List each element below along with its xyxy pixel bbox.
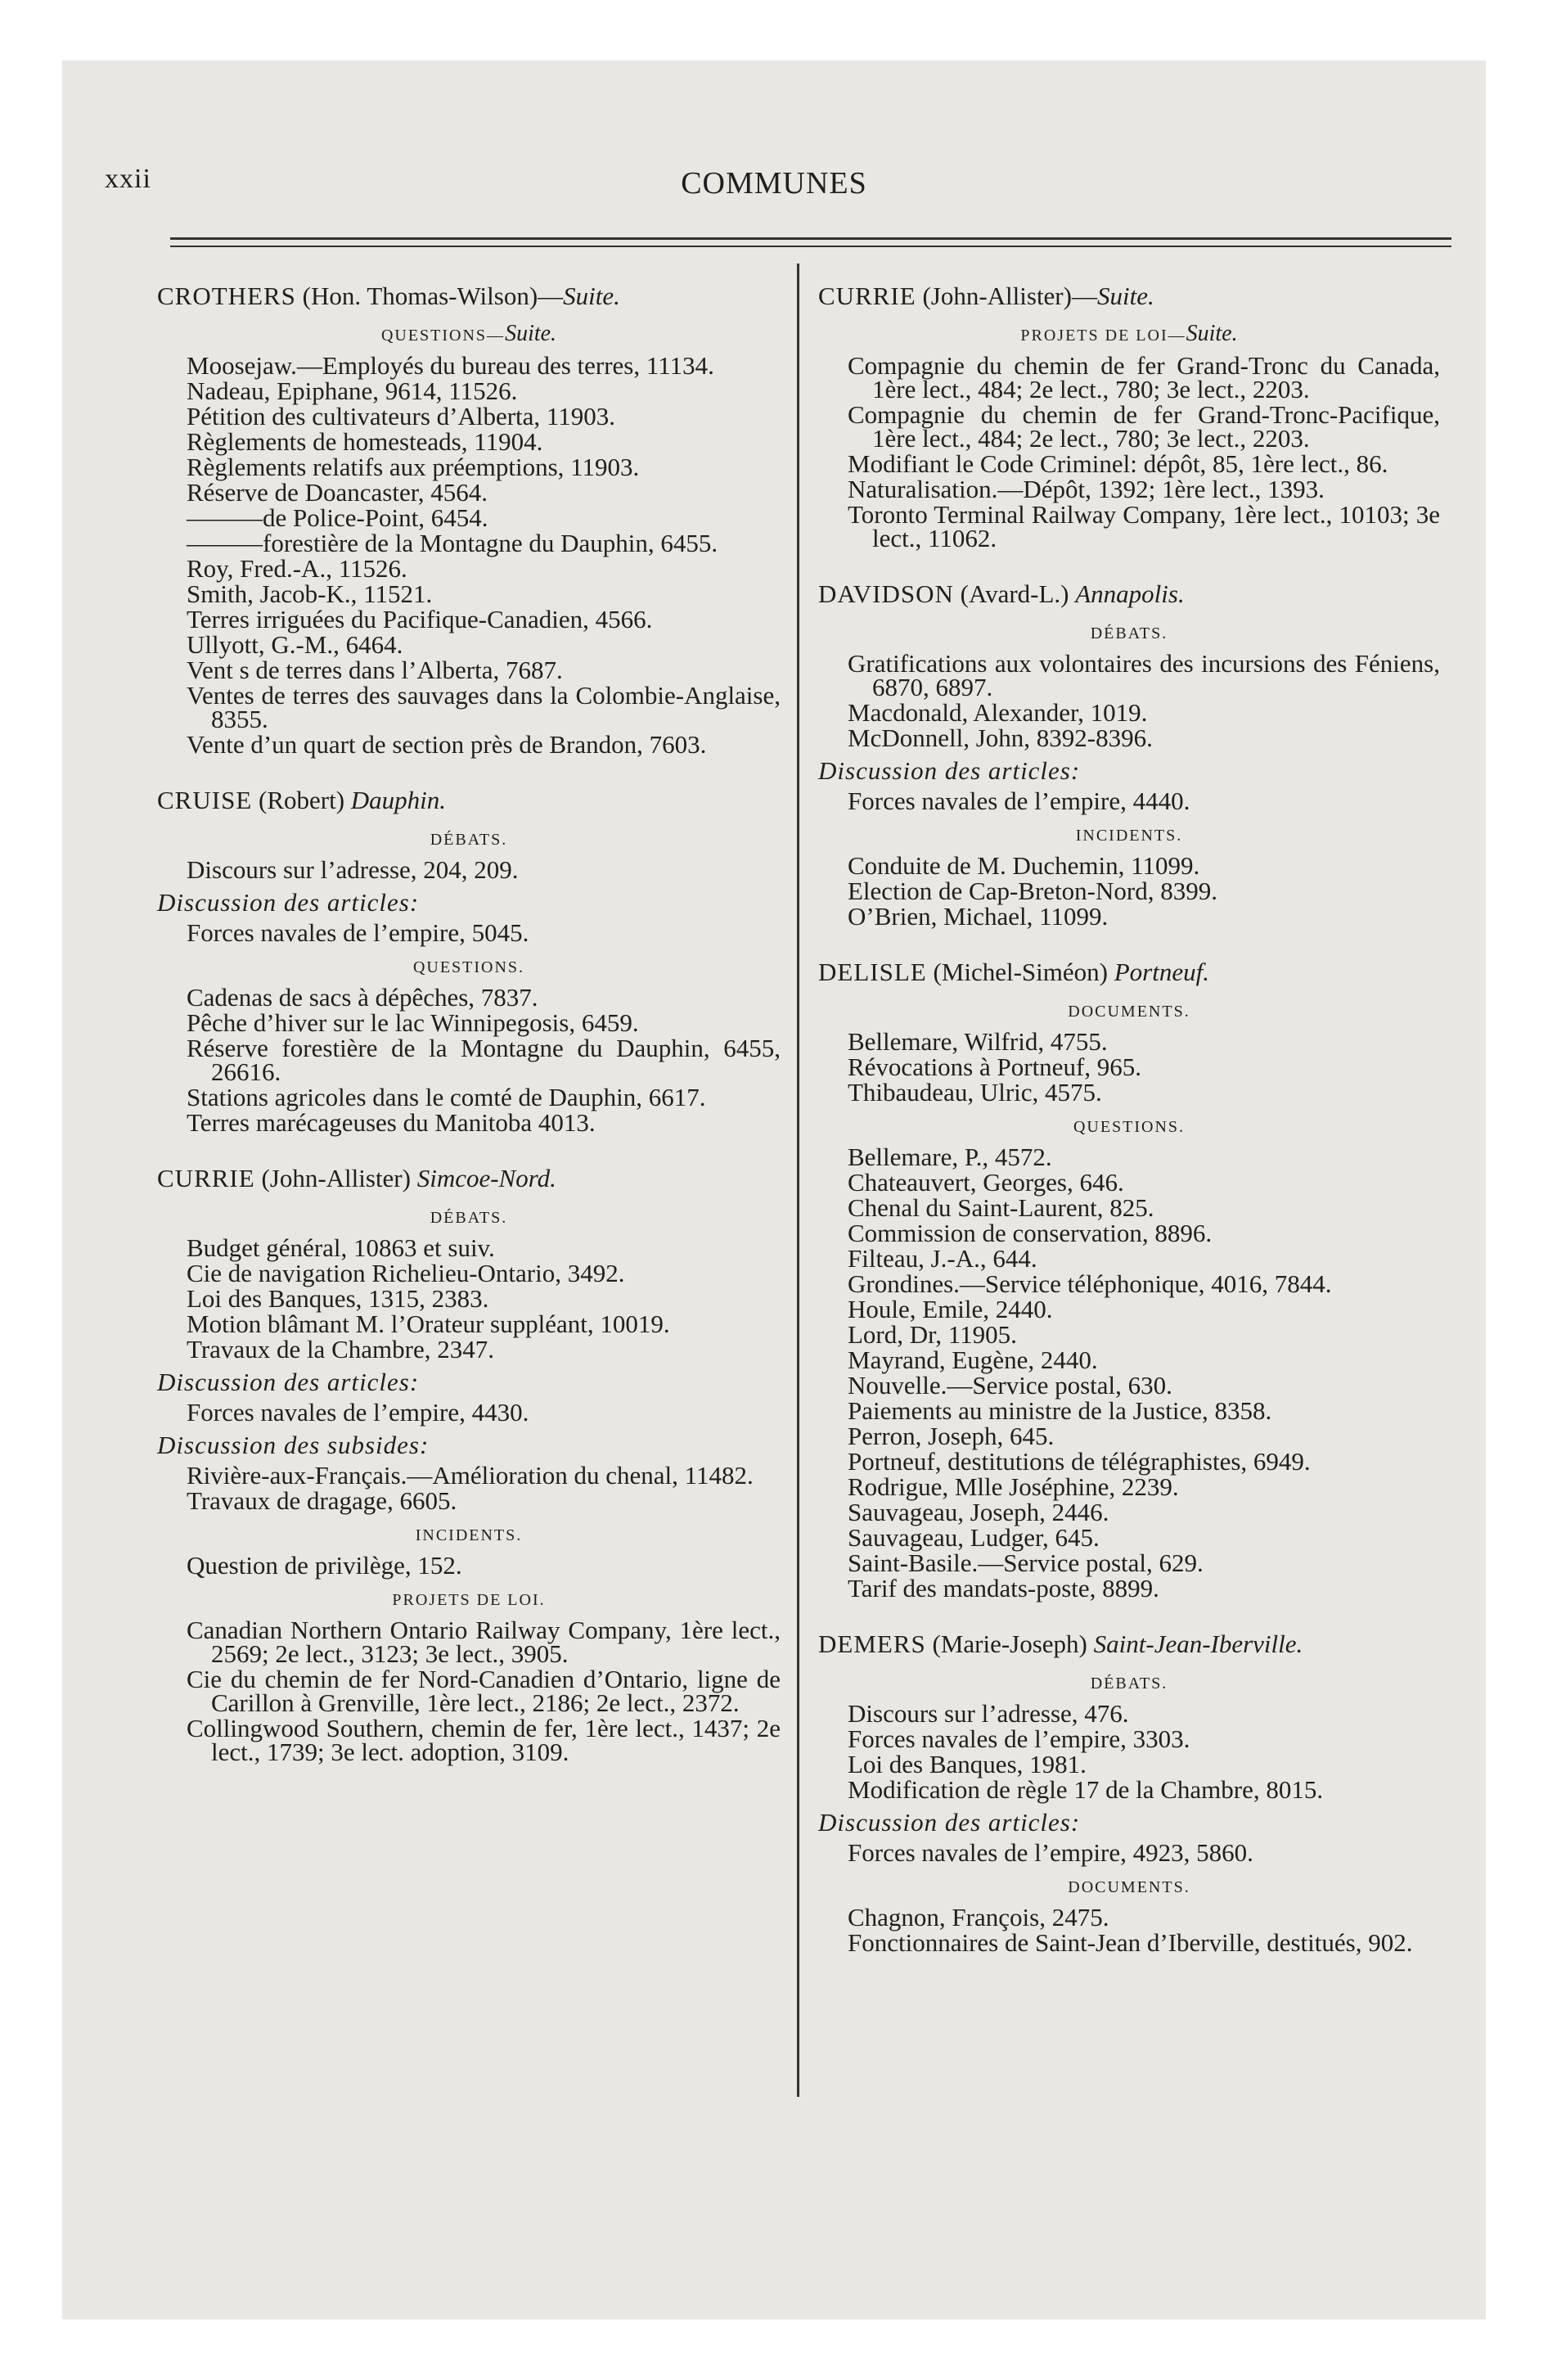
member-given-names: (Marie-Joseph) [925, 1629, 1094, 1658]
index-item: Compagnie du chemin de fer Grand-Tronc du Canada, 1ère lect., 484; 2e lect., 780; 3e lect., 2203. [848, 351, 1440, 403]
entry-list [157, 855, 781, 884]
subheading [157, 1585, 781, 1611]
entry-list [157, 1618, 781, 1764]
member-heading [818, 956, 1440, 989]
member-surname: CROTHERS [157, 282, 296, 310]
subheading [157, 825, 781, 851]
index-item: Bellemare, P., 4572. [848, 1143, 1052, 1171]
subheading-label: DOCUMENTS. [1068, 1003, 1190, 1021]
subheading-label: QUESTIONS. [412, 958, 525, 976]
subheading-label: DÉBATS. [430, 1209, 508, 1227]
member-riding: Saint-Jean-Iberville. [1093, 1629, 1303, 1658]
index-item: Paiements au ministre de la Justice, 8358. [848, 1396, 1272, 1425]
index-item: Mayrand, Eugène, 2440. [848, 1346, 1098, 1374]
subheading-label: DÉBATS. [1090, 624, 1168, 642]
index-item: Rodrigue, Mlle Joséphine, 2239. [848, 1472, 1179, 1501]
subheading [818, 321, 1440, 347]
index-entry [818, 956, 1440, 1600]
column-divider [797, 264, 799, 2097]
subheading [818, 1669, 1440, 1695]
subheading [818, 997, 1440, 1023]
index-item: Stations agricoles dans le comté de Dauphin, 6617. [187, 1083, 706, 1111]
index-item: Forces navales de l’empire, 5045. [187, 918, 529, 947]
right-column [818, 280, 1440, 1982]
index-item: Lord, Dr, 11905. [848, 1320, 1017, 1349]
index-item: Loi des Banques, 1981. [848, 1750, 1087, 1778]
index-item: Moosejaw.—Employés du bureau des terres, 11134. [187, 351, 714, 380]
subheading [157, 1203, 781, 1229]
index-item: Fonctionnaires de Saint-Jean d’Iberville, destitués, 902. [848, 1928, 1413, 1957]
index-item: Rivière-aux-Français.—Amélioration du chenal, 11482. [187, 1461, 754, 1490]
index-item: Roy, Fred.-A., 11526. [187, 554, 407, 583]
entry-list [157, 983, 781, 1137]
index-item: Forces navales de l’empire, 4440. [848, 787, 1190, 815]
index-item: Vente d’un quart de section près de Brandon, 7603. [187, 730, 707, 759]
subheading [818, 1873, 1440, 1899]
subheading [818, 619, 1440, 645]
index-item: Forces navales de l’empire, 4923, 5860. [848, 1838, 1253, 1867]
index-item: Sauvageau, Joseph, 2446. [848, 1498, 1109, 1526]
subheading-label: DOCUMENTS. [1068, 1878, 1190, 1896]
index-item: Cie de navigation Richelieu-Ontario, 3492. [187, 1259, 625, 1287]
index-item: ———forestière de la Montagne du Dauphin, 6455. [187, 529, 718, 557]
index-item: Compagnie du chemin de fer Grand-Tronc-Pacifique, 1ère lect., 484; 2e lect., 780; 3e lect., 2203. [848, 400, 1440, 453]
index-item: Houle, Emile, 2440. [848, 1295, 1053, 1323]
entry-list [818, 1838, 1440, 1867]
index-item: Forces navales de l’empire, 3303. [848, 1724, 1190, 1753]
entry-list [157, 1233, 781, 1364]
index-item: ———de Police-Point, 6454. [187, 503, 488, 532]
member-surname: CRUISE [157, 786, 253, 814]
member-heading [818, 280, 1440, 313]
index-item: Cie du chemin de fer Nord-Canadien d’Ontario, ligne de Carillon à Grenville, 1ère lect., 2186; 2e lect., 2372. [187, 1665, 781, 1717]
index-item: Naturalisation.—Dépôt, 1392; 1ère lect., 1393. [848, 475, 1325, 503]
index-item: Modification de règle 17 de la Chambre, 8015. [848, 1775, 1324, 1804]
index-item: Terres marécageuses du Manitoba 4013. [187, 1108, 596, 1137]
index-item: Canadian Northern Ontario Railway Company, 1ère lect., 2569; 2e lect., 3123; 3e lect., 3905. [187, 1616, 781, 1668]
index-item: Nadeau, Epiphane, 9614, 11526. [187, 376, 518, 405]
index-item: Travaux de la Chambre, 2347. [187, 1335, 494, 1364]
index-item: Révocations à Portneuf, 965. [848, 1053, 1142, 1081]
index-item: Filteau, J.-A., 644. [848, 1244, 1037, 1273]
member-heading [157, 280, 781, 313]
entry-list [818, 851, 1440, 931]
index-item: Cadenas de sacs à dépêches, 7837. [187, 983, 538, 1012]
index-item: Question de privilège, 152. [187, 1551, 462, 1580]
index-item: Budget général, 10863 et suiv. [187, 1233, 495, 1262]
member-heading [818, 1628, 1440, 1661]
member-riding: Suite. [1096, 282, 1154, 310]
index-item: Discours sur l’adresse, 204, 209. [187, 855, 519, 884]
index-entry [157, 1162, 781, 1764]
member-riding: Suite. [563, 282, 620, 310]
subheading-label: PROJETS DE LOI. [392, 1591, 546, 1609]
index-item: Smith, Jacob-K., 11521. [187, 579, 433, 608]
index-item: Tarif des mandats-poste, 8899. [848, 1574, 1159, 1602]
member-surname: DELISLE [818, 958, 927, 986]
index-item: Motion blâmant M. l’Orateur suppléant, 10019. [187, 1309, 670, 1338]
discussion-heading: Discussion des subsides: [157, 1431, 430, 1459]
index-item: Ullyott, G.-M., 6464. [187, 630, 403, 659]
page-number: xxii [105, 164, 151, 194]
index-item: O’Brien, Michael, 11099. [848, 902, 1109, 931]
member-heading [157, 784, 781, 817]
index-item: Loi des Banques, 1315, 2383. [187, 1284, 489, 1313]
entry-list [818, 1699, 1440, 1804]
subheading [157, 1521, 781, 1547]
index-item: Chenal du Saint-Laurent, 825. [848, 1193, 1154, 1222]
index-item: Sauvageau, Ludger, 645. [848, 1523, 1100, 1552]
discussion-heading: Discussion des articles: [818, 1808, 1081, 1837]
index-item: Grondines.—Service téléphonique, 4016, 7844. [848, 1269, 1332, 1298]
header-rule [170, 237, 1451, 240]
entry-list [818, 651, 1440, 750]
left-column [157, 280, 781, 1792]
member-riding: Simcoe-Nord. [416, 1164, 556, 1192]
index-item: McDonnell, John, 8392-8396. [848, 723, 1153, 752]
member-surname: DEMERS [818, 1629, 926, 1658]
subheading [818, 821, 1440, 847]
entry-list [818, 1903, 1440, 1957]
index-entry [157, 784, 781, 1137]
member-given-names: (Michel-Siméon) [926, 958, 1114, 986]
subheading-label: QUESTIONS. [1073, 1118, 1186, 1136]
member-given-names: (John-Allister) [254, 1164, 417, 1192]
member-heading [818, 578, 1440, 611]
subheading-suffix: Suite. [505, 321, 557, 346]
index-item: Election de Cap-Breton-Nord, 8399. [848, 877, 1217, 905]
member-riding: Dauphin. [350, 786, 447, 814]
member-given-names: (Robert) [252, 786, 351, 814]
page-title: COMMUNES [681, 166, 867, 201]
member-surname: DAVIDSON [818, 579, 954, 608]
subheading-label: INCIDENTS. [1075, 827, 1183, 845]
entry-list [157, 1461, 781, 1515]
member-riding: Portneuf. [1114, 958, 1209, 986]
subheading-label: INCIDENTS. [415, 1526, 523, 1544]
index-item: Vent s de terres dans l’Alberta, 7687. [187, 656, 563, 684]
index-item: Collingwood Southern, chemin de fer, 1ère lect., 1437; 2e lect., 1739; 3e lect. adoption, 3109. [187, 1714, 781, 1766]
index-entry [818, 578, 1440, 931]
index-item: Nouvelle.—Service postal, 630. [848, 1371, 1172, 1400]
header-rule-thin [170, 246, 1451, 247]
member-heading [157, 1162, 781, 1195]
subheading-label: PROJETS DE LOI— [1020, 327, 1186, 345]
entry-list [157, 1551, 781, 1580]
index-item: Pétition des cultivateurs d’Alberta, 11903. [187, 402, 616, 430]
discussion-heading: Discussion des articles: [157, 1368, 420, 1396]
index-item: Réserve de Doancaster, 4564. [187, 478, 488, 507]
index-item: Réserve forestière de la Montagne du Dauphin, 6455, 26616. [187, 1034, 781, 1086]
member-given-names: (Avard-L.) [953, 579, 1076, 608]
entry-list [157, 918, 781, 947]
index-item: Saint-Basile.—Service postal, 629. [848, 1548, 1204, 1577]
index-item: Règlements de homesteads, 11904. [187, 427, 543, 456]
index-item: Commission de conservation, 8896. [848, 1219, 1213, 1247]
subheading-suffix: Suite. [1186, 321, 1238, 346]
index-item: Ventes de terres des sauvages dans la Colombie-Anglaise, 8355. [187, 681, 781, 733]
index-item: Gratifications aux volontaires des incursions des Féniens, 6870, 6897. [848, 649, 1440, 701]
index-item: Bellemare, Wilfrid, 4755. [848, 1027, 1108, 1056]
subheading [157, 953, 781, 979]
index-item: Travaux de dragage, 6605. [187, 1486, 457, 1515]
entry-list [818, 1027, 1440, 1107]
entry-list [818, 1145, 1440, 1600]
index-item: Pêche d’hiver sur le lac Winnipegosis, 6459. [187, 1008, 639, 1037]
subheading-label: DÉBATS. [430, 831, 508, 849]
member-riding: Annapolis. [1075, 579, 1185, 608]
index-item: Chateauvert, Georges, 646. [848, 1168, 1124, 1197]
subheading [818, 1112, 1440, 1138]
index-item: Modifiant le Code Criminel: dépôt, 85, 1ère lect., 86. [848, 449, 1388, 478]
discussion-heading: Discussion des articles: [157, 888, 420, 917]
index-entry [818, 1628, 1440, 1957]
index-item: Toronto Terminal Railway Company, 1ère lect., 10103; 3e lect., 11062. [848, 500, 1440, 552]
subheading-label: QUESTIONS— [380, 327, 506, 345]
member-given-names: (Hon. Thomas-Wilson)— [295, 282, 564, 310]
index-item: Forces navales de l’empire, 4430. [187, 1398, 529, 1427]
index-entry [818, 280, 1440, 550]
index-item: Terres irriguées du Pacifique-Canadien, 4566. [187, 605, 653, 633]
index-item: Discours sur l’adresse, 476. [848, 1699, 1129, 1728]
member-surname: CURRIE [157, 1164, 255, 1192]
index-item: Chagnon, François, 2475. [848, 1903, 1109, 1931]
discussion-heading: Discussion des articles: [818, 756, 1081, 785]
index-item: Règlements relatifs aux préemptions, 11903. [187, 453, 640, 481]
member-given-names: (John-Allister)— [916, 282, 1097, 310]
index-item: Thibaudeau, Ulric, 4575. [848, 1078, 1102, 1107]
subheading-label: DÉBATS. [1090, 1675, 1168, 1693]
index-entry [157, 280, 781, 759]
subheading [157, 321, 781, 347]
entry-list [157, 1398, 781, 1427]
index-item: Perron, Joseph, 645. [848, 1422, 1055, 1450]
entry-list [818, 351, 1440, 552]
index-item: Macdonald, Alexander, 1019. [848, 698, 1148, 727]
member-surname: CURRIE [818, 282, 916, 310]
entry-list [818, 789, 1440, 813]
index-item: Conduite de M. Duchemin, 11099. [848, 851, 1200, 880]
entry-list [157, 351, 781, 759]
index-item: Portneuf, destitutions de télégraphistes, 6949. [848, 1447, 1311, 1476]
